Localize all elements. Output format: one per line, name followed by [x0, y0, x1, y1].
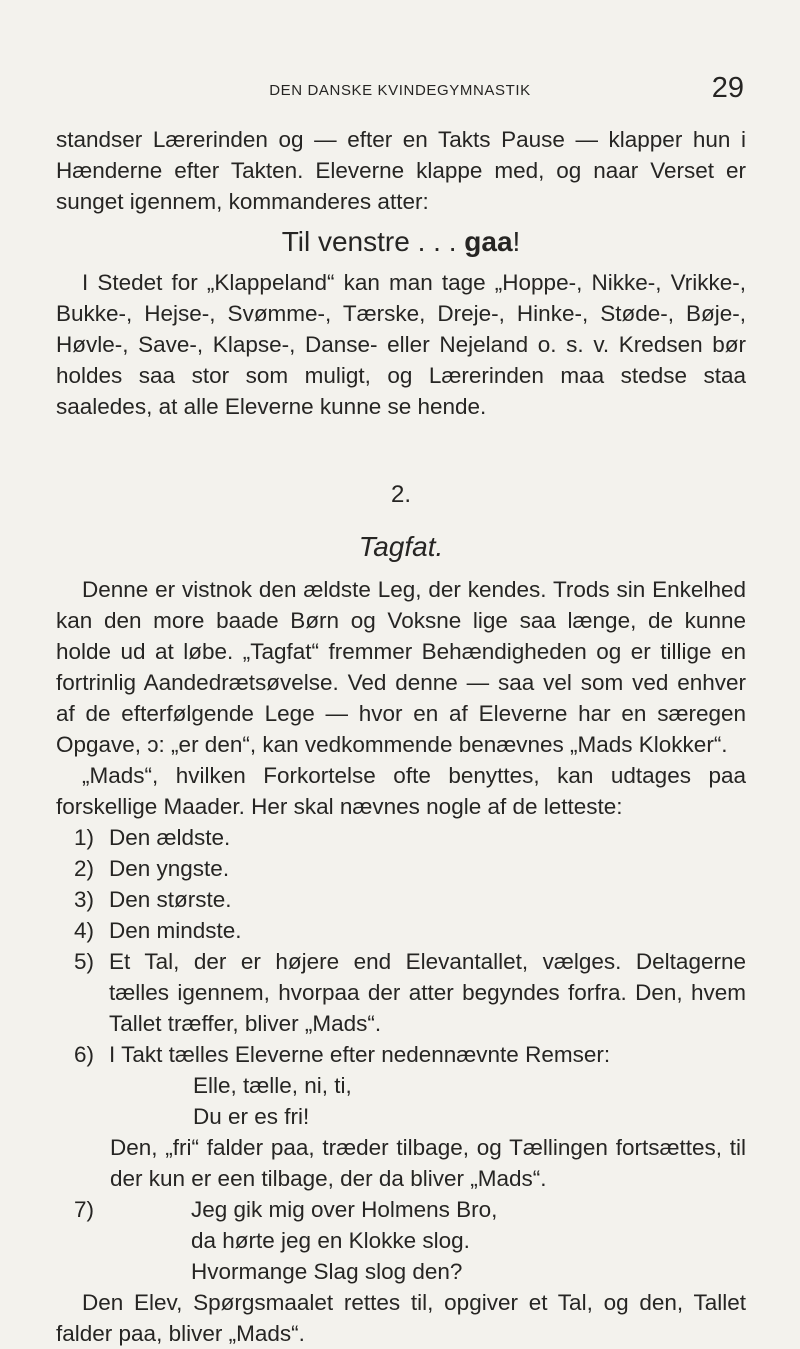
- command-emphasis: gaa: [464, 226, 513, 257]
- list-number: 1): [74, 825, 95, 850]
- variation-paragraph: I Stedet for „Klappeland“ kan man tage „Hoppe-, Nikke-, Vrikke-, Bukke-, Hejse-, Svømme-, Tærske, Dreje-, Hinke-, Støde-, Bøje-, Høvle-, Save-, Klapse-, Danse- eller Nejeland o. s. v. Kredsen bør holdes saa stor som muligt, og Lærerinden maa stedse staa saaledes, at alle Eleverne kunne se hende.: [56, 270, 746, 419]
- list-text: I Takt tælles Eleverne efter nedennævnte Remser:: [109, 1042, 611, 1067]
- list-item: [56, 946, 746, 1039]
- running-title: DEN DANSKE KVINDEGYMNASTIK: [269, 82, 531, 99]
- list-number: 5): [74, 949, 95, 974]
- command-end: !: [512, 226, 521, 257]
- rhyme-7-line: Jeg gik mig over Holmens Bro,: [191, 1197, 498, 1222]
- list-number: 2): [74, 856, 95, 881]
- rhyme-6-line: Du er es fri!: [193, 1104, 310, 1129]
- command-text: Til venstre . . .: [281, 226, 465, 257]
- list-text: Den mindste.: [109, 918, 242, 943]
- list-number: 6): [74, 1042, 95, 1067]
- section-number: 2.: [390, 481, 411, 508]
- body-text: [56, 124, 746, 1349]
- command-line: [56, 225, 746, 259]
- rhyme-7-line: Hvormange Slag slog den?: [191, 1259, 463, 1284]
- list-number: 4): [74, 918, 95, 943]
- list-number: 3): [74, 887, 95, 912]
- rhyme-6-explanation: Den, „fri“ falder paa, træder tilbage, og Tællingen fortsættes, til der kun er een tilbage, der da bliver „Mads“.: [110, 1135, 746, 1191]
- rhyme-6-line: Elle, tælle, ni, ti,: [193, 1073, 352, 1098]
- rhyme-7-line: da hørte jeg en Klokke slog.: [191, 1228, 470, 1253]
- list-item: [56, 915, 746, 946]
- list-text: Den yngste.: [109, 856, 230, 881]
- intro-paragraph: standser Lærerinden og — efter en Takts Pause — klapper hun i Hænderne efter Takten. Eleverne klappe med, og naar Verset er sunget igennem, kommanderes atter:: [56, 127, 746, 214]
- rhyme-7-continuation: [56, 1225, 746, 1287]
- section-paragraph-2: „Mads“, hvilken Forkortelse ofte benyttes, kan udtages paa forskellige Maader. Her skal nævnes nogle af de letteste:: [56, 763, 746, 819]
- list-item: [56, 1039, 746, 1070]
- list-text: Et Tal, der er højere end Elevantallet, vælges. Deltagerne tælles igennem, hvorpaa der atter begyndes forfra. Den, hvem Tallet træffer, bliver „Mads“.: [109, 949, 746, 1036]
- list-item: [56, 853, 746, 884]
- section-title: Tagfat.: [358, 531, 444, 562]
- method-list: [56, 822, 746, 1070]
- list-text: Den ældste.: [109, 825, 231, 850]
- list-item: [56, 884, 746, 915]
- page-number: 29: [711, 72, 744, 104]
- list-number: 7): [74, 1197, 95, 1222]
- section-paragraph-1: Denne er vistnok den ældste Leg, der kendes. Trods sin Enkelhed kan den more baade Børn og Voksne lige saa længe, de kunne holde ud at løbe. „Tagfat“ fremmer Behændigheden og er tillige en fortrinlig Aandedrætsøvelse. Ved denne — saa vel som ved enhver af de efterfølgende Lege — hvor en af Eleverne har en særegen Opgave, ɔ: „er den“, kan vedkommende benævnes „Mads Klokker“.: [56, 577, 746, 757]
- running-header: [56, 72, 744, 112]
- list-text: Den største.: [109, 887, 232, 912]
- closing-paragraph: Den Elev, Spørgsmaalet rettes til, opgiver et Tal, og den, Tallet falder paa, bliver „Mads“.: [56, 1290, 746, 1346]
- list-item: [56, 822, 746, 853]
- list-item-7: [56, 1194, 746, 1225]
